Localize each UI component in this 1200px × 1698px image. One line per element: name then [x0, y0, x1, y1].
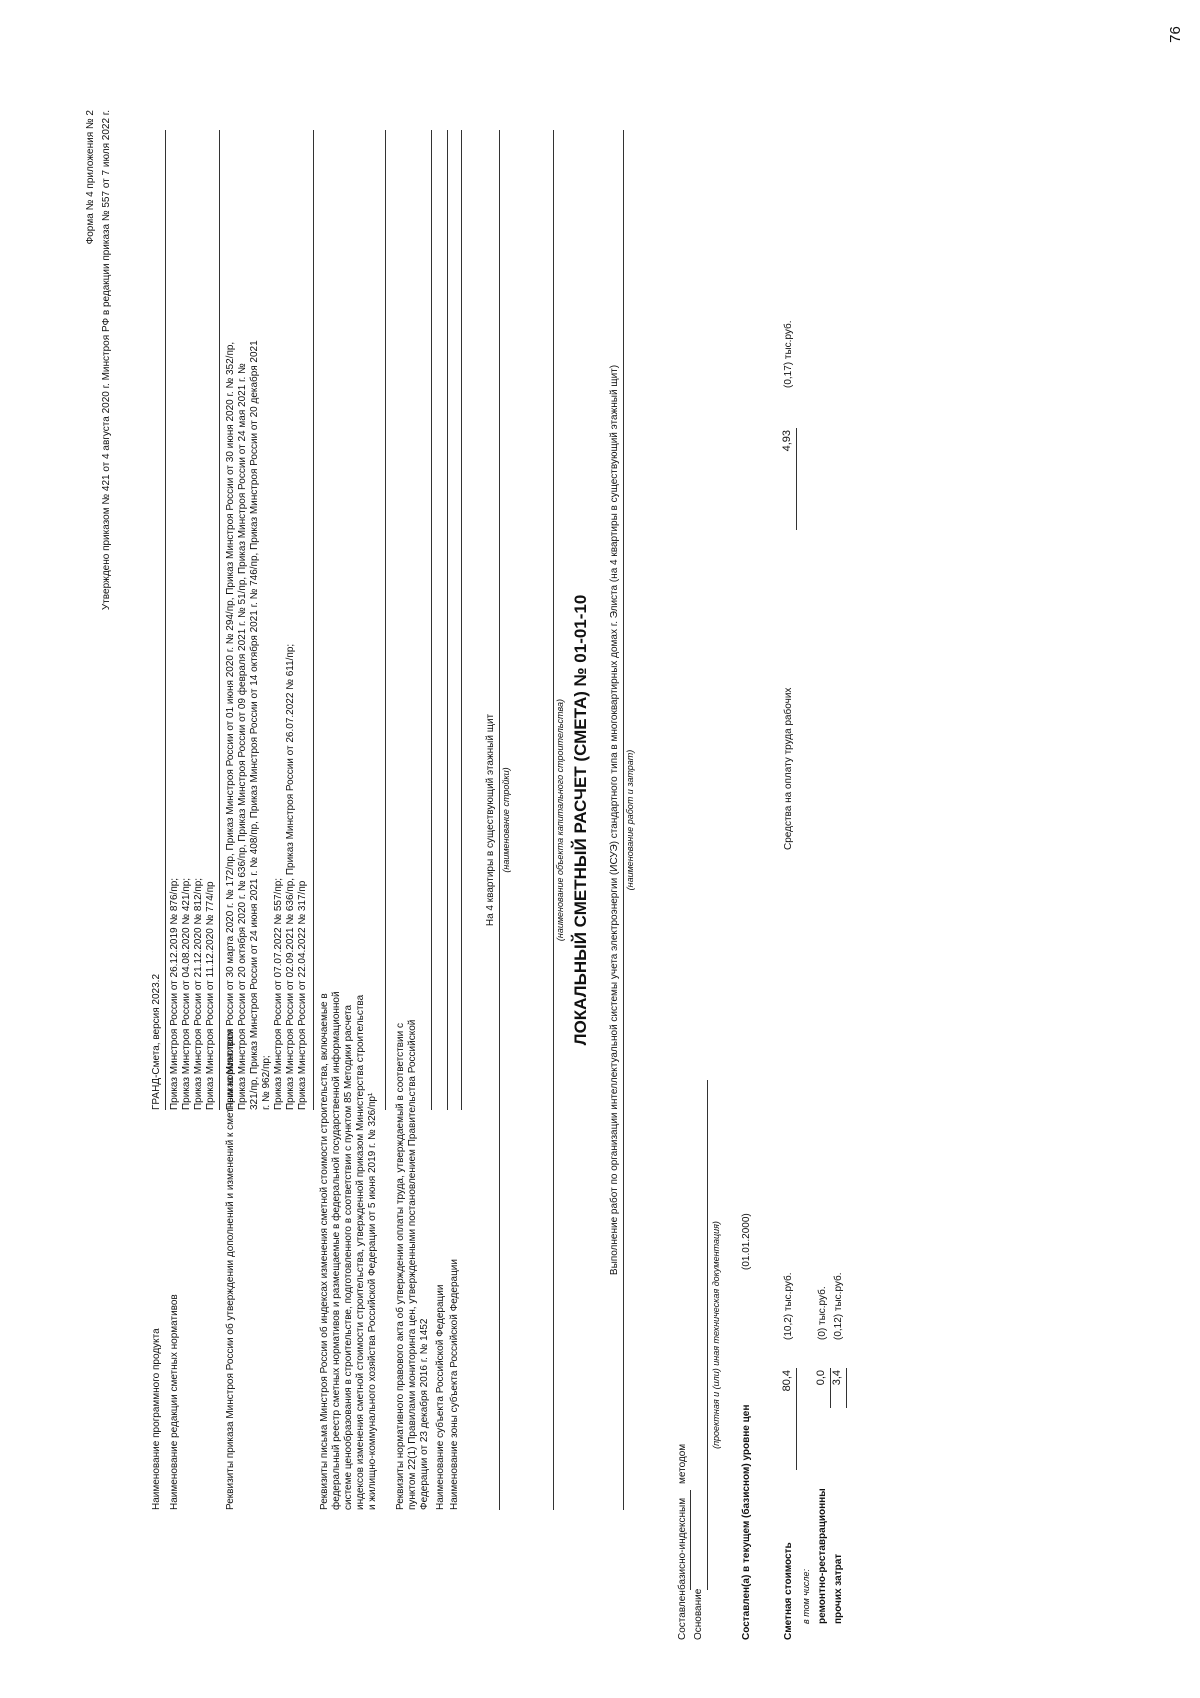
works-underline: [623, 130, 624, 1510]
capital-object-underline: [553, 130, 554, 1510]
estimate-label: Сметная стоимость: [783, 1542, 794, 1640]
order-line: г. № 962/пр;: [261, 1055, 272, 1110]
method-value: базисно-индексным: [677, 1497, 688, 1590]
order-line: Приказ Минстроя России от 07.07.2022 № 557/пр;: [273, 877, 284, 1110]
construction-caption: (наименование стройки): [501, 767, 511, 873]
order-line: Приказ Минстроя России от 22.04.2022 № 317/пр: [297, 880, 308, 1110]
basis-underline: [707, 1080, 708, 1590]
restoration-label: ремонтно-реставрационны: [817, 1488, 828, 1624]
order-line: 321/пр, Приказ Минстроя России от 24 июня 2021 г. № 408/пр, Приказ Минстроя России от 14 октября 2021 г. № 746/пр, Приказ Минстроя России от 20 декабря 2021: [249, 340, 260, 1110]
subject-underline: [447, 130, 448, 1110]
labor-act-underline: [431, 130, 432, 1110]
letter-label: Реквизиты письма Минстроя России об индексах изменения сметной стоимости строительства, включаемые в федеральный реестр сметных нормативов и размещаемые в федеральной государственной информационной системе ценообразования в строительстве, подготовленного в соответствии с пунктом 85 Методики расчета индексов изменения сметной стоимости строительства, утвержденной приказом Министерства строительства и жилищно-коммунального хозяйства Российской Федерации от 5 июня 2019 г. № 326/пр¹: [319, 991, 378, 1510]
composed-label: Составлен: [677, 1590, 688, 1640]
basis-caption: (проектная и (или) иная техническая документация): [711, 1221, 721, 1449]
wages-label: Средства на оплату труда рабочих: [783, 687, 794, 850]
other-label: прочих затрат: [833, 1553, 844, 1624]
norms-edition-list: [169, 878, 217, 1110]
estimate-title: ЛОКАЛЬНЫЙ СМЕТНЫЙ РАСЧЕТ (СМЕТА) № 01-01-10: [571, 594, 590, 1046]
wages-base: (0,17) тыс.руб.: [783, 320, 794, 388]
norms-edition-line: Приказ Минстроя России от 26.12.2019 № 876/пр;: [169, 877, 180, 1110]
other-underline: [846, 1368, 847, 1408]
zone-underline: [461, 130, 462, 1110]
norms-underline: [219, 130, 220, 1110]
zone-label: Наименование зоны субъекта Российской Федерации: [449, 1259, 460, 1510]
capital-object-caption: (наименование объекта капитального строительства): [555, 698, 565, 942]
norms-edition-line: Приказ Минстроя России от 21.12.2020 № 812/пр;: [193, 877, 204, 1110]
page-number: 76: [1167, 26, 1185, 43]
other-base: (0,12) тыс.руб.: [833, 1272, 844, 1340]
software-value: ГРАНД-Смета, версия 2023.2: [151, 973, 162, 1110]
norms-edition-line: Приказ Минстроя России от 11.12.2020 № 774/пр: [205, 881, 216, 1110]
norms-edition-line: Приказ Минстроя России от 04.08.2020 № 421/пр;: [181, 877, 192, 1110]
other-value: 3,4: [831, 1370, 843, 1386]
subject-label: Наименование субъекта Российской Федерации: [435, 1284, 446, 1510]
norms-edition-label: Наименование редакции сметных нормативов: [169, 1294, 180, 1510]
price-level-value: (01.01.2000): [741, 1213, 752, 1270]
price-level-label: Составлен(а) в текущем (базисном) уровне цен: [741, 1404, 752, 1640]
works-description: Выполнение работ по организации интеллектуальной системы учета электроэнергии (ИСУЭ) стандартного типа в многоквартирных домах г. Элиста (на 4 квартиры в существующий этажный щит): [609, 364, 620, 1276]
letter-underline: [385, 130, 386, 1110]
order-line: Приказ Минстроя России от 20 октября 2020 г. № 636/пр, Приказ Минстроя России от 09 февраля 2021 г. № 51/пр, Приказ Минстроя России от 24 мая 2021 г. №: [237, 363, 248, 1110]
software-underline: [165, 130, 166, 1110]
estimate-underline: [796, 1368, 797, 1470]
order-label: Реквизиты приказа Минстроя России об утверждении дополнений и изменений к сметным нормативам: [225, 1029, 236, 1510]
estimate-sheet: [65, 70, 1165, 1670]
method-word: методом: [677, 1443, 688, 1484]
labor-act-label: Реквизиты нормативного правового акта об утверждении оплаты труда, утверждаемый в соответствии с пунктом 22(1) Правилами мониторинга цен, утвержденными постановлением Правительства Российской Федерации от 23 декабря 2016 г. № 1452: [395, 1019, 430, 1510]
form-line: Форма № 4 приложения № 2: [85, 110, 96, 245]
order-line: Приказ Минстроя России от 30 марта 2020 г. № 172/пр, Приказ Минстроя России от 01 июня 2020 г. № 294/пр, Приказ Минстроя России от 30 июня 2020 г. № 352/пр,: [225, 341, 236, 1110]
wages-underline: [796, 428, 797, 530]
order-list: [225, 340, 309, 1110]
wages-value: 4,93: [781, 430, 793, 452]
estimate-value: 80,4: [781, 1370, 793, 1392]
construction-name: На 4 квартиры в существующий этажный щит: [485, 713, 496, 927]
order-underline: [313, 130, 314, 1110]
method-underline: [690, 1490, 691, 1590]
including-label: в том числе:: [801, 1568, 811, 1624]
restoration-value: 0,0: [815, 1370, 827, 1386]
basis-label: Основание: [693, 1588, 704, 1640]
order-line: Приказ Минстроя России от 02.09.2021 № 636/пр, Приказ Минстроя России от 26.07.2022 № 611/пр;: [285, 643, 296, 1110]
works-caption: (наименование работ и затрат): [625, 749, 635, 891]
restoration-base: (0) тыс.руб.: [817, 1286, 828, 1340]
estimate-base: (10,2) тыс.руб.: [783, 1272, 794, 1340]
approved-line: Утверждено приказом № 421 от 4 августа 2020 г. Минстроя РФ в редакции приказа № 557 от 7 июля 2022 г.: [101, 110, 112, 611]
construction-underline: [499, 130, 500, 1510]
software-label: Наименование программного продукта: [151, 1328, 162, 1510]
